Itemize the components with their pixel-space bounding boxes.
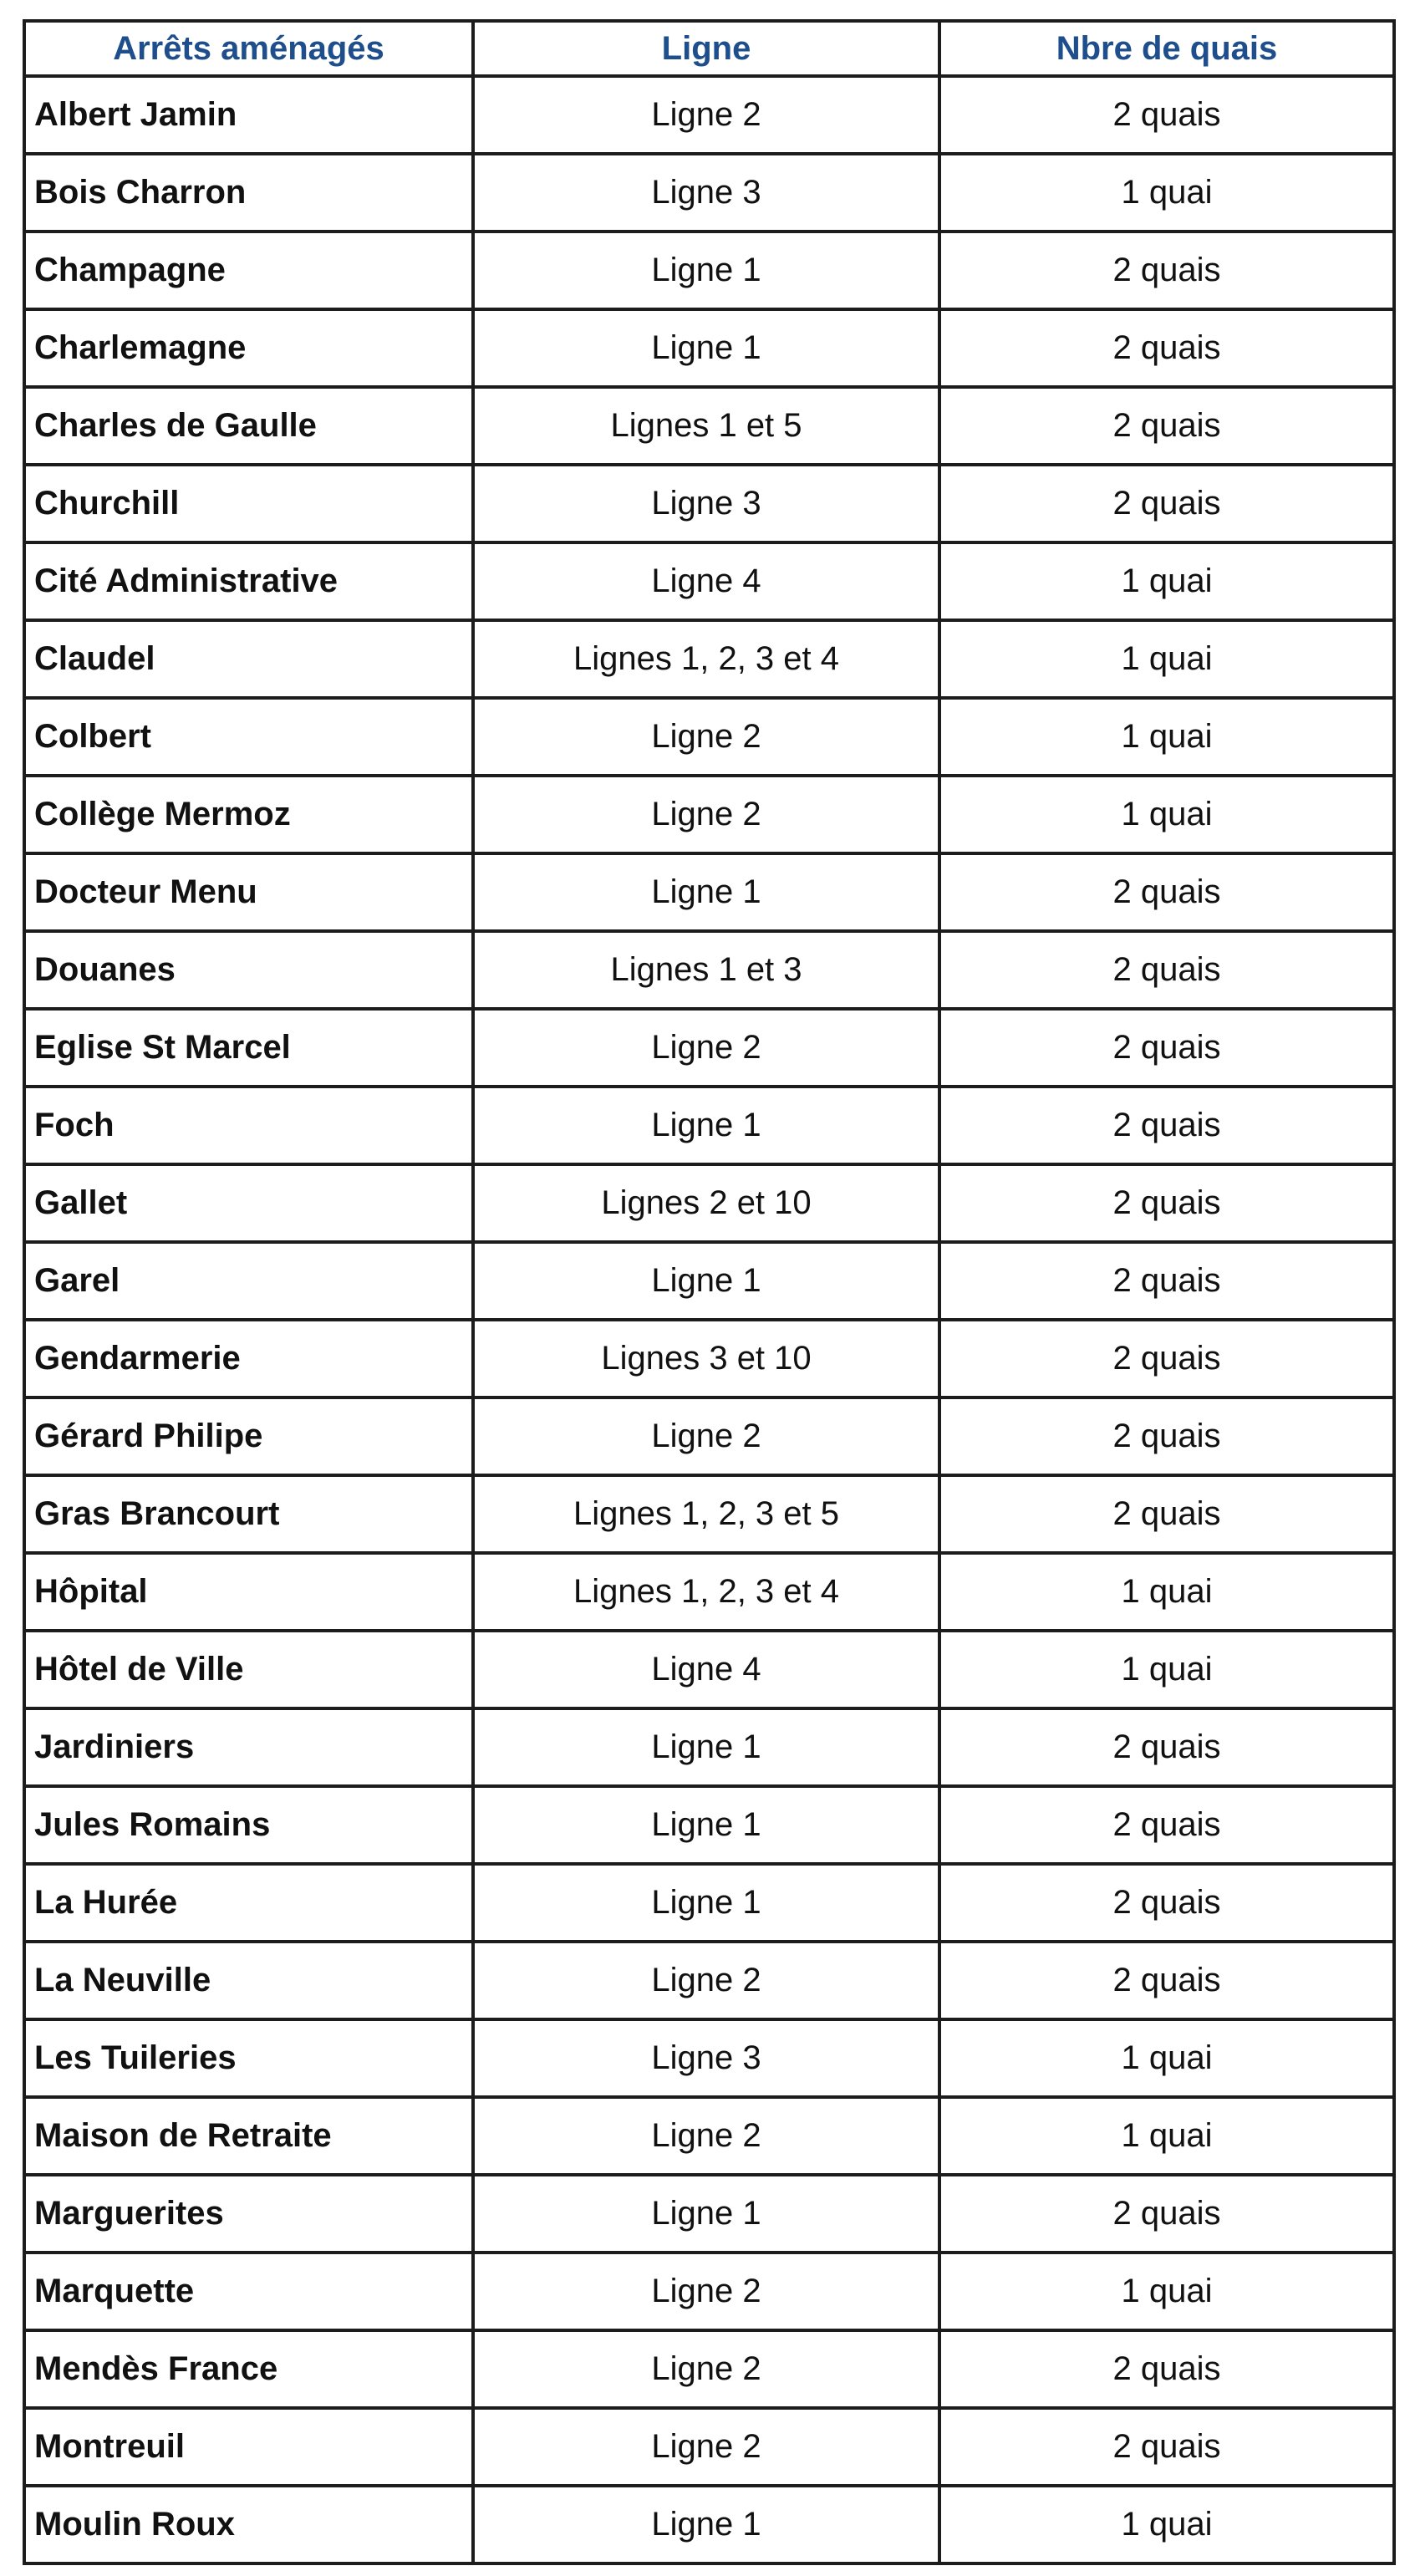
stop-name-cell: Cité Administrative [24, 542, 473, 620]
header-line: Ligne [473, 21, 939, 76]
line-cell: Ligne 3 [473, 154, 939, 232]
table-row [24, 2097, 1394, 2175]
platforms-cell: 2 quais [939, 1475, 1394, 1553]
platforms-cell: 2 quais [939, 1242, 1394, 1320]
stops-table-container [23, 19, 1392, 2565]
line-cell: Ligne 1 [473, 2175, 939, 2253]
line-cell: Lignes 1, 2, 3 et 4 [473, 620, 939, 698]
stop-name-cell: Churchill [24, 465, 473, 542]
header-stops: Arrêts aménagés [24, 21, 473, 76]
stops-table [23, 19, 1396, 2565]
stop-name-cell: Gérard Philipe [24, 1397, 473, 1475]
platforms-cell: 2 quais [939, 232, 1394, 309]
table-row [24, 2175, 1394, 2253]
table-row [24, 232, 1394, 309]
platforms-cell: 1 quai [939, 1631, 1394, 1708]
platforms-cell: 1 quai [939, 154, 1394, 232]
line-cell: Lignes 2 et 10 [473, 1164, 939, 1242]
stop-name-cell: Collège Mermoz [24, 776, 473, 853]
platforms-cell: 2 quais [939, 1164, 1394, 1242]
table-row [24, 1397, 1394, 1475]
table-row [24, 698, 1394, 776]
table-row [24, 1087, 1394, 1164]
line-cell: Ligne 3 [473, 2019, 939, 2097]
line-cell: Ligne 1 [473, 853, 939, 931]
line-cell: Ligne 2 [473, 2097, 939, 2175]
table-row [24, 2330, 1394, 2408]
stop-name-cell: Jules Romains [24, 1786, 473, 1864]
table-row [24, 1864, 1394, 1942]
platforms-cell: 2 quais [939, 853, 1394, 931]
table-row [24, 853, 1394, 931]
table-row [24, 931, 1394, 1009]
line-cell: Ligne 2 [473, 2253, 939, 2330]
stop-name-cell: Maison de Retraite [24, 2097, 473, 2175]
table-row [24, 1009, 1394, 1087]
table-row [24, 1942, 1394, 2019]
platforms-cell: 2 quais [939, 2408, 1394, 2486]
platforms-cell: 2 quais [939, 1708, 1394, 1786]
platforms-cell: 2 quais [939, 1786, 1394, 1864]
table-row [24, 1553, 1394, 1631]
platforms-cell: 1 quai [939, 2019, 1394, 2097]
table-row [24, 465, 1394, 542]
table-row [24, 1708, 1394, 1786]
stop-name-cell: La Neuville [24, 1942, 473, 2019]
line-cell: Ligne 2 [473, 1397, 939, 1475]
platforms-cell: 1 quai [939, 620, 1394, 698]
table-header [24, 21, 1394, 76]
table-row [24, 1320, 1394, 1397]
table-row [24, 542, 1394, 620]
line-cell: Ligne 1 [473, 1087, 939, 1164]
platforms-cell: 2 quais [939, 387, 1394, 465]
table-row [24, 2486, 1394, 2563]
line-cell: Ligne 2 [473, 2330, 939, 2408]
line-cell: Ligne 1 [473, 1864, 939, 1942]
stop-name-cell: Hôpital [24, 1553, 473, 1631]
line-cell: Ligne 1 [473, 309, 939, 387]
table-row [24, 1164, 1394, 1242]
platforms-cell: 1 quai [939, 698, 1394, 776]
table-row [24, 2019, 1394, 2097]
table-row [24, 76, 1394, 154]
platforms-cell: 1 quai [939, 2097, 1394, 2175]
platforms-cell: 2 quais [939, 1009, 1394, 1087]
platforms-cell: 2 quais [939, 465, 1394, 542]
table-row [24, 387, 1394, 465]
table-row [24, 1786, 1394, 1864]
stop-name-cell: Gendarmerie [24, 1320, 473, 1397]
table-row [24, 1631, 1394, 1708]
platforms-cell: 2 quais [939, 2330, 1394, 2408]
stop-name-cell: Marguerites [24, 2175, 473, 2253]
table-row [24, 2408, 1394, 2486]
stop-name-cell: Douanes [24, 931, 473, 1009]
line-cell: Ligne 2 [473, 698, 939, 776]
line-cell: Ligne 2 [473, 776, 939, 853]
line-cell: Ligne 1 [473, 1786, 939, 1864]
table-body [24, 76, 1394, 2563]
platforms-cell: 1 quai [939, 776, 1394, 853]
table-row [24, 154, 1394, 232]
line-cell: Ligne 1 [473, 232, 939, 309]
table-row [24, 1475, 1394, 1553]
header-row [24, 21, 1394, 76]
stop-name-cell: Bois Charron [24, 154, 473, 232]
platforms-cell: 2 quais [939, 1320, 1394, 1397]
stop-name-cell: Mendès France [24, 2330, 473, 2408]
stop-name-cell: Albert Jamin [24, 76, 473, 154]
stop-name-cell: La Hurée [24, 1864, 473, 1942]
stop-name-cell: Eglise St Marcel [24, 1009, 473, 1087]
table-row [24, 776, 1394, 853]
table-row [24, 620, 1394, 698]
platforms-cell: 2 quais [939, 76, 1394, 154]
line-cell: Ligne 1 [473, 1242, 939, 1320]
stop-name-cell: Colbert [24, 698, 473, 776]
stop-name-cell: Moulin Roux [24, 2486, 473, 2563]
table-row [24, 1242, 1394, 1320]
platforms-cell: 1 quai [939, 2253, 1394, 2330]
line-cell: Ligne 4 [473, 1631, 939, 1708]
line-cell: Ligne 2 [473, 1942, 939, 2019]
platforms-cell: 2 quais [939, 1864, 1394, 1942]
line-cell: Lignes 1, 2, 3 et 5 [473, 1475, 939, 1553]
platforms-cell: 2 quais [939, 931, 1394, 1009]
stop-name-cell: Charlemagne [24, 309, 473, 387]
line-cell: Lignes 1 et 3 [473, 931, 939, 1009]
line-cell: Ligne 2 [473, 76, 939, 154]
stop-name-cell: Champagne [24, 232, 473, 309]
header-platforms: Nbre de quais [939, 21, 1394, 76]
platforms-cell: 1 quai [939, 542, 1394, 620]
line-cell: Lignes 1, 2, 3 et 4 [473, 1553, 939, 1631]
line-cell: Ligne 3 [473, 465, 939, 542]
stop-name-cell: Jardiniers [24, 1708, 473, 1786]
platforms-cell: 1 quai [939, 2486, 1394, 2563]
line-cell: Ligne 1 [473, 2486, 939, 2563]
platforms-cell: 2 quais [939, 309, 1394, 387]
platforms-cell: 2 quais [939, 1087, 1394, 1164]
stop-name-cell: Docteur Menu [24, 853, 473, 931]
platforms-cell: 1 quai [939, 1553, 1394, 1631]
stop-name-cell: Les Tuileries [24, 2019, 473, 2097]
stop-name-cell: Garel [24, 1242, 473, 1320]
platforms-cell: 2 quais [939, 1942, 1394, 2019]
platforms-cell: 2 quais [939, 1397, 1394, 1475]
stop-name-cell: Hôtel de Ville [24, 1631, 473, 1708]
stop-name-cell: Marquette [24, 2253, 473, 2330]
line-cell: Ligne 4 [473, 542, 939, 620]
line-cell: Ligne 2 [473, 2408, 939, 2486]
line-cell: Lignes 1 et 5 [473, 387, 939, 465]
table-row [24, 2253, 1394, 2330]
line-cell: Ligne 2 [473, 1009, 939, 1087]
stop-name-cell: Claudel [24, 620, 473, 698]
stop-name-cell: Foch [24, 1087, 473, 1164]
stop-name-cell: Montreuil [24, 2408, 473, 2486]
line-cell: Ligne 1 [473, 1708, 939, 1786]
stop-name-cell: Gallet [24, 1164, 473, 1242]
line-cell: Lignes 3 et 10 [473, 1320, 939, 1397]
table-row [24, 309, 1394, 387]
platforms-cell: 2 quais [939, 2175, 1394, 2253]
stop-name-cell: Gras Brancourt [24, 1475, 473, 1553]
stop-name-cell: Charles de Gaulle [24, 387, 473, 465]
